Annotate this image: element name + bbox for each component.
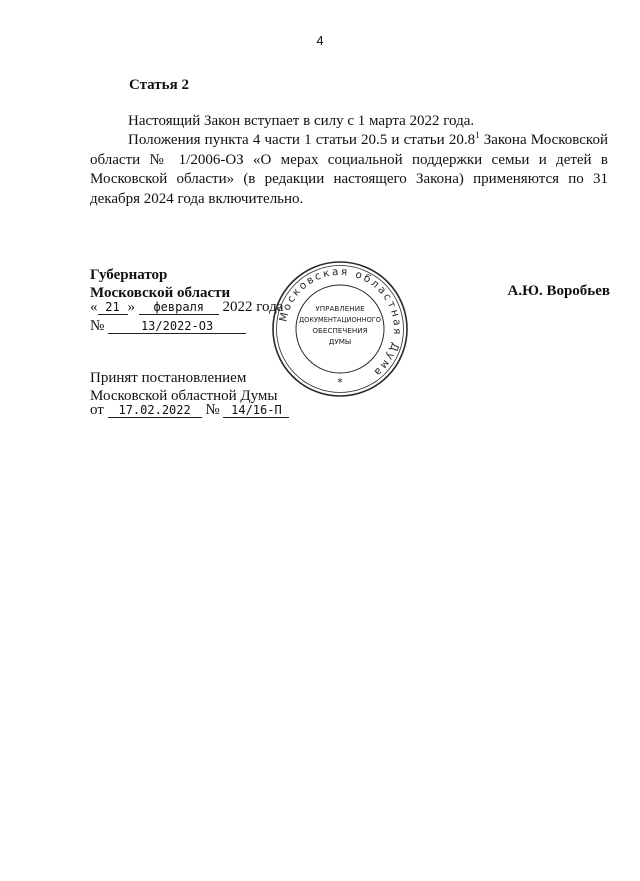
seal-center-line-1: УПРАВЛЕНИЕ bbox=[315, 304, 365, 313]
date-month: февраля bbox=[139, 300, 219, 315]
adoption-number: 14/16-П bbox=[223, 403, 289, 418]
seal-center-line-3: ОБЕСПЕЧЕНИЯ bbox=[312, 326, 368, 335]
seal-star: * bbox=[337, 376, 343, 389]
paragraph-2-superscript: 1 bbox=[475, 130, 480, 140]
seal-ring-text: Московская областная Дума bbox=[277, 265, 404, 380]
date-quote-close: » bbox=[127, 299, 135, 315]
signing-date bbox=[90, 299, 283, 316]
adoption-line-1: Принят постановлением bbox=[90, 370, 247, 386]
seal-center-line-2: ДОКУМЕНТАЦИОННОГО bbox=[299, 316, 381, 324]
governor-title-line-2: Московской области bbox=[90, 285, 231, 301]
law-number-sign: № bbox=[90, 318, 105, 334]
law-number bbox=[90, 318, 246, 335]
adoption-date: 17.02.2022 bbox=[108, 403, 202, 418]
seal-center-line-4: ДУМЫ bbox=[328, 337, 352, 346]
adoption-number-sign: № bbox=[205, 402, 220, 418]
paragraph-2-text-b: Закона Московской области № 1/2006-ОЗ «О мерах социальной поддержки семьи и детей в Московской области» (в редакции настоящего Закона) применяются по 31 декабря 2024 года включительно. bbox=[90, 132, 608, 207]
law-number-value: 13/2022-ОЗ bbox=[108, 319, 246, 334]
date-day: 21 bbox=[98, 300, 128, 315]
official-seal bbox=[270, 259, 410, 399]
article-heading: Статья 2 bbox=[129, 77, 189, 93]
article-paragraph-1: Настоящий Закон вступает в силу с 1 марта 2022 года. bbox=[128, 113, 475, 129]
article-paragraph-2 bbox=[90, 131, 608, 209]
date-quote-open: « bbox=[90, 299, 98, 315]
adoption-date-number bbox=[90, 402, 289, 419]
governor-name: А.Ю. Воробьев bbox=[507, 283, 610, 299]
adoption-from-label: от bbox=[90, 402, 104, 418]
adoption-line-2: Московской областной Думы bbox=[90, 388, 278, 404]
governor-title bbox=[90, 266, 230, 302]
governor-title-line-1: Губернатор bbox=[90, 267, 168, 283]
paragraph-2-text-a: Положения пункта 4 части 1 статьи 20.5 и статьи 20.8 bbox=[128, 132, 476, 148]
page-number: 4 bbox=[316, 33, 324, 48]
date-year: 2022 года bbox=[222, 299, 284, 315]
adoption-note bbox=[90, 369, 278, 405]
